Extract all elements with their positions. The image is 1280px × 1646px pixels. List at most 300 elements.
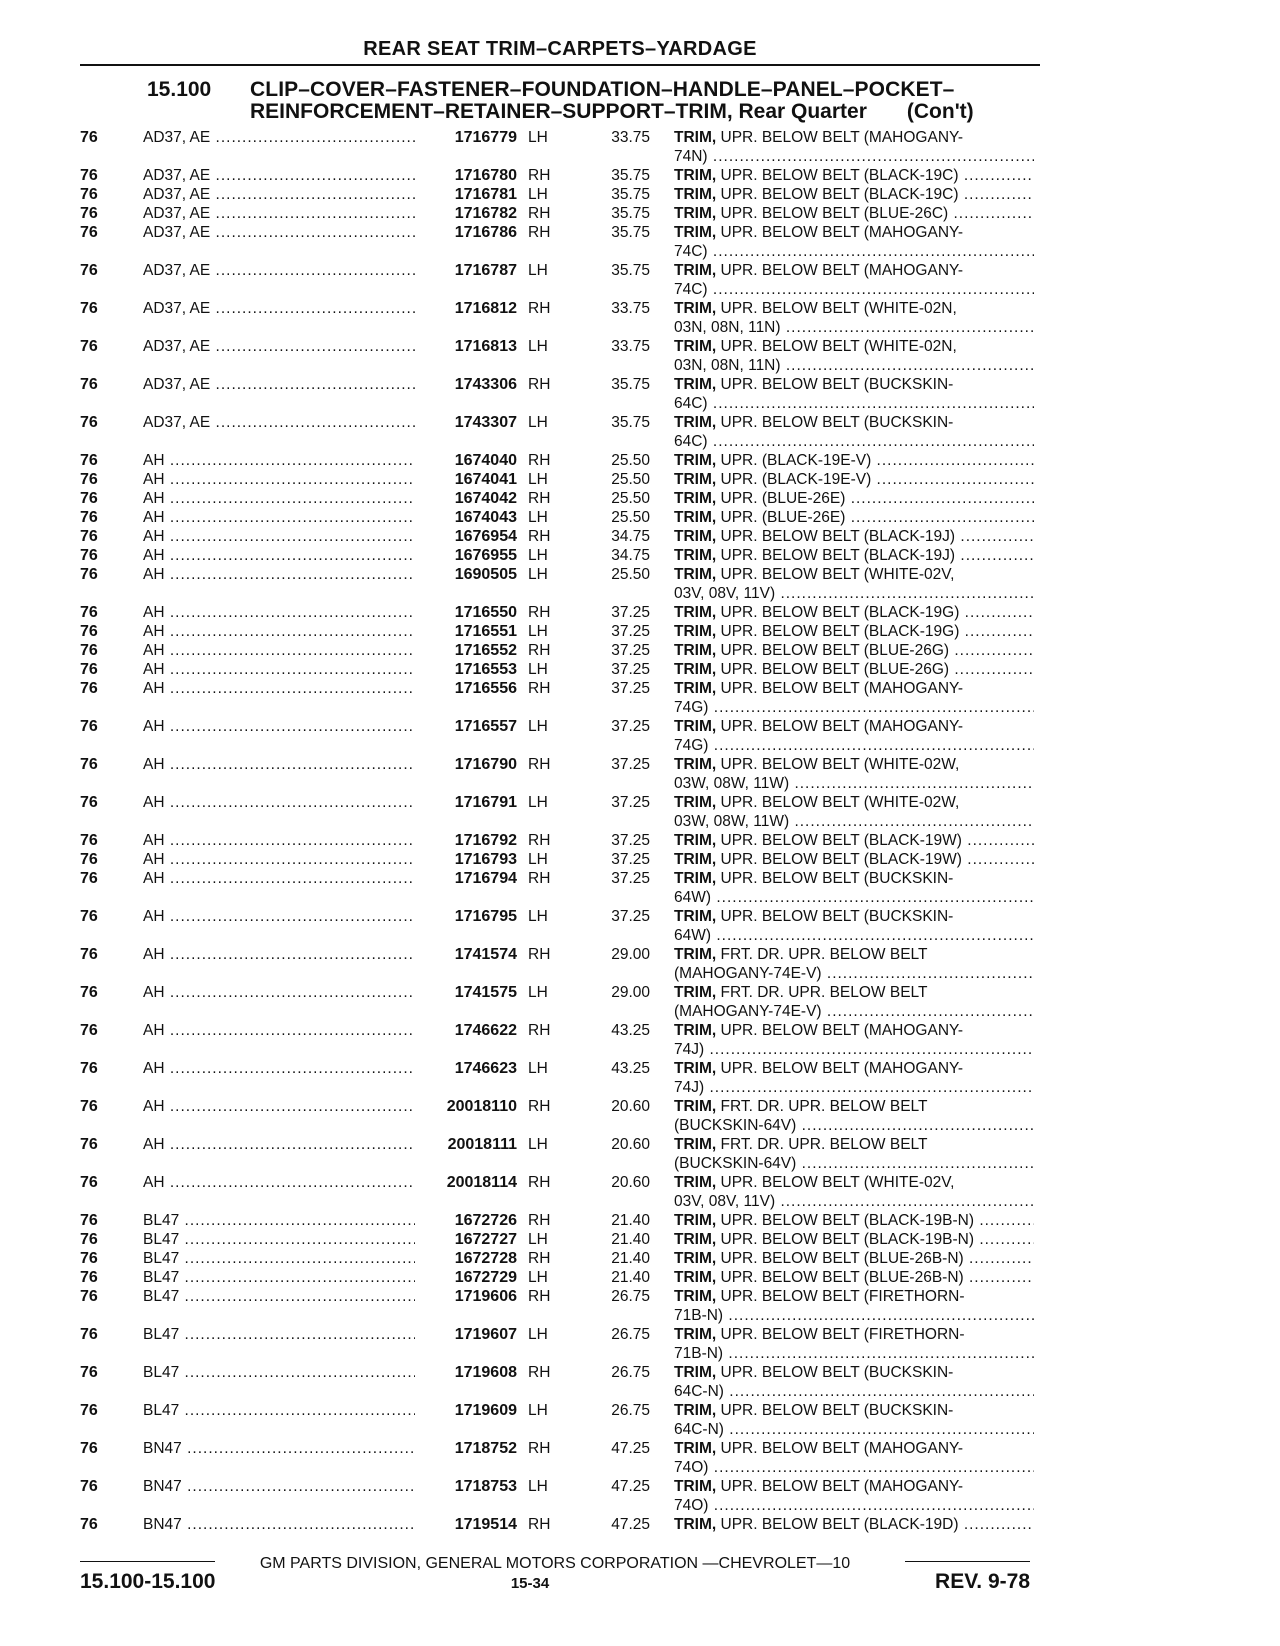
model-codes: AH ..... — [143, 527, 415, 546]
description-text: TRIM, UPR. BELOW BELT (FIRETHORN- — [674, 1288, 965, 1305]
group-number: 76 — [80, 756, 98, 773]
price: 35.75 — [611, 414, 650, 431]
description-text: TRIM, UPR. BELOW BELT (BLACK-19W) — [674, 832, 962, 849]
table-row — [0, 204, 1280, 223]
description — [674, 508, 1034, 527]
description-line — [674, 451, 1034, 470]
price: 21.40 — [611, 1231, 650, 1248]
description — [674, 1325, 1034, 1363]
side: LH — [528, 1060, 548, 1077]
description-line — [674, 432, 1034, 451]
group-number: 76 — [80, 1231, 98, 1248]
description-line — [674, 1040, 1034, 1059]
description — [674, 546, 1034, 565]
price: 21.40 — [611, 1212, 650, 1229]
part-number: 1672728 — [454, 1250, 517, 1267]
description — [674, 470, 1034, 489]
group-number: 76 — [80, 490, 98, 507]
side: RH — [528, 756, 551, 773]
description-keyword: TRIM, — [674, 547, 717, 564]
part-number: 1674041 — [454, 471, 517, 488]
description — [674, 128, 1034, 166]
description-line — [674, 1002, 1034, 1021]
description — [674, 185, 1034, 204]
description — [674, 489, 1034, 508]
description — [674, 1477, 1034, 1515]
price: 20.60 — [611, 1098, 650, 1115]
description-keyword: TRIM, — [674, 832, 717, 849]
description-text: TRIM, UPR. BELOW BELT (BLACK-19C) — [674, 167, 959, 184]
description-text: 64W) — [674, 889, 712, 906]
model-codes: AD37, AE ..... — [143, 337, 415, 356]
table-row — [0, 831, 1280, 850]
description-line — [674, 1477, 1034, 1496]
description — [674, 1135, 1034, 1173]
description-text: TRIM, UPR. BELOW BELT (BLUE-26B-N) — [674, 1269, 964, 1286]
side: LH — [528, 984, 548, 1001]
price: 35.75 — [611, 224, 650, 241]
description — [674, 337, 1034, 375]
description-line — [674, 1325, 1034, 1344]
description-keyword: TRIM, — [674, 794, 717, 811]
description-keyword: TRIM, — [674, 1231, 717, 1248]
part-number: 1716780 — [454, 167, 517, 184]
description-text: TRIM, UPR. (BLACK-19E-V) — [674, 471, 872, 488]
description-line — [674, 793, 1034, 812]
description-text: TRIM, UPR. (BLUE-26E) — [674, 509, 846, 526]
description-text: TRIM, UPR. BELOW BELT (BLACK-19W) — [674, 851, 962, 868]
side: LH — [528, 471, 548, 488]
side: LH — [528, 794, 548, 811]
part-number: 1719606 — [454, 1288, 517, 1305]
table-row — [0, 1515, 1280, 1534]
price: 37.25 — [611, 870, 650, 887]
group-number: 76 — [80, 794, 98, 811]
side: LH — [528, 262, 548, 279]
model-codes: BL47 ..... — [143, 1249, 415, 1268]
description-line — [674, 660, 1034, 679]
description — [674, 641, 1034, 660]
part-number: 20018111 — [447, 1136, 517, 1153]
footer-revision: REV. 9-78 — [935, 1570, 1030, 1593]
description-line — [674, 1401, 1034, 1420]
table-row — [0, 470, 1280, 489]
table-row — [0, 945, 1280, 983]
description-text: TRIM, UPR. BELOW BELT (MAHOGANY- — [674, 718, 964, 735]
group-number: 76 — [80, 205, 98, 222]
side: RH — [528, 1364, 551, 1381]
description-line — [674, 926, 1034, 945]
description-text: (MAHOGANY-74E-V) — [674, 965, 822, 982]
description — [674, 413, 1034, 451]
side: RH — [528, 642, 551, 659]
table-row — [0, 717, 1280, 755]
part-number: 1716553 — [454, 661, 517, 678]
description-line — [674, 755, 1034, 774]
description-keyword: TRIM, — [674, 908, 717, 925]
part-number: 1719607 — [454, 1326, 517, 1343]
description-line — [674, 698, 1034, 717]
description-line — [674, 147, 1034, 166]
description-keyword: TRIM, — [674, 509, 717, 526]
description-line — [674, 717, 1034, 736]
model-codes: AH ..... — [143, 546, 415, 565]
table-row — [0, 1135, 1280, 1173]
side: RH — [528, 528, 551, 545]
description-keyword: TRIM, — [674, 1250, 717, 1267]
side: RH — [528, 1098, 551, 1115]
side: LH — [528, 129, 548, 146]
description-text: 71B-N) — [674, 1345, 724, 1362]
model-codes: AD37, AE ..... — [143, 128, 415, 147]
description-text: TRIM, UPR. BELOW BELT (FIRETHORN- — [674, 1326, 965, 1343]
description — [674, 603, 1034, 622]
table-row — [0, 1287, 1280, 1325]
table-row — [0, 1363, 1280, 1401]
description-text: TRIM, UPR. BELOW BELT (MAHOGANY- — [674, 1060, 964, 1077]
model-codes: AH ..... — [143, 831, 415, 850]
price: 47.25 — [611, 1440, 650, 1457]
description — [674, 945, 1034, 983]
description-line — [674, 831, 1034, 850]
part-number: 1674042 — [454, 490, 517, 507]
description-line — [674, 204, 1034, 223]
description-line — [674, 394, 1034, 413]
description-text: TRIM, UPR. BELOW BELT (WHITE-02N, — [674, 338, 957, 355]
footer-publisher: GM PARTS DIVISION, GENERAL MOTORS CORPORATION —CHEVROLET—10 — [259, 1555, 851, 1572]
model-codes: AH ..... — [143, 1059, 415, 1078]
description-text: TRIM, UPR. BELOW BELT (BLACK-19C) — [674, 186, 959, 203]
side: LH — [528, 851, 548, 868]
table-row — [0, 508, 1280, 527]
description-line — [674, 983, 1034, 1002]
description-line — [674, 1135, 1034, 1154]
table-row — [0, 755, 1280, 793]
side: RH — [528, 205, 551, 222]
description-line — [674, 413, 1034, 432]
part-number: 1743306 — [454, 376, 517, 393]
description-text: 74G) — [674, 699, 709, 716]
description — [674, 1097, 1034, 1135]
description-text: 71B-N) — [674, 1307, 724, 1324]
model-codes: AH ..... — [143, 603, 415, 622]
description-line — [674, 1059, 1034, 1078]
description-keyword: TRIM, — [674, 1288, 717, 1305]
model-codes: AH ..... — [143, 850, 415, 869]
table-row — [0, 1249, 1280, 1268]
model-codes: AH ..... — [143, 793, 415, 812]
group-number: 76 — [80, 1402, 98, 1419]
model-codes: AH ..... — [143, 489, 415, 508]
description-keyword: TRIM, — [674, 490, 717, 507]
group-number: 76 — [80, 623, 98, 640]
description-keyword: TRIM, — [674, 262, 717, 279]
description-line — [674, 850, 1034, 869]
table-row — [0, 850, 1280, 869]
description-text: 64C-N) — [674, 1421, 724, 1438]
model-codes: AD37, AE ..... — [143, 413, 415, 432]
description-line — [674, 1154, 1034, 1173]
description-text: TRIM, UPR. BELOW BELT (WHITE-02V, — [674, 1174, 955, 1191]
side: RH — [528, 167, 551, 184]
description-text: TRIM, UPR. BELOW BELT (BLUE-26G) — [674, 661, 950, 678]
table-row — [0, 869, 1280, 907]
model-codes: AH ..... — [143, 508, 415, 527]
description-text: TRIM, UPR. BELOW BELT (BUCKSKIN- — [674, 1364, 954, 1381]
description-line — [674, 1439, 1034, 1458]
part-number: 1716794 — [454, 870, 517, 887]
description-line — [674, 128, 1034, 147]
part-number: 1741574 — [454, 946, 517, 963]
part-number: 1746623 — [454, 1060, 517, 1077]
description-keyword: TRIM, — [674, 756, 717, 773]
description-keyword: TRIM, — [674, 1364, 717, 1381]
side: RH — [528, 1174, 551, 1191]
price: 21.40 — [611, 1269, 650, 1286]
description-text: 03V, 08V, 11V) — [674, 585, 776, 602]
group-number: 76 — [80, 1136, 98, 1153]
table-row — [0, 641, 1280, 660]
header-rule — [80, 64, 1040, 66]
description-line — [674, 185, 1034, 204]
description-line — [674, 1097, 1034, 1116]
table-row — [0, 185, 1280, 204]
description-line — [674, 1021, 1034, 1040]
description — [674, 204, 1034, 223]
side: LH — [528, 338, 548, 355]
description — [674, 983, 1034, 1021]
side: RH — [528, 1288, 551, 1305]
side: LH — [528, 414, 548, 431]
description-line — [674, 1268, 1034, 1287]
part-number: 1716813 — [454, 338, 517, 355]
description-text: 64C) — [674, 395, 708, 412]
part-number: 1716790 — [454, 756, 517, 773]
section-title-line2 — [250, 100, 974, 124]
part-number: 1716557 — [454, 718, 517, 735]
model-codes: AD37, AE ..... — [143, 223, 415, 242]
description-text: TRIM, UPR. BELOW BELT (BLACK-19B-N) — [674, 1212, 975, 1229]
side: RH — [528, 1022, 551, 1039]
description-line — [674, 869, 1034, 888]
description-text: 03N, 08N, 11N) — [674, 357, 781, 374]
model-codes: AH ..... — [143, 1021, 415, 1040]
description-text: 03W, 08W, 11W) — [674, 813, 790, 830]
part-number: 1672726 — [454, 1212, 517, 1229]
group-number: 76 — [80, 452, 98, 469]
description — [674, 622, 1034, 641]
description — [674, 1287, 1034, 1325]
table-row — [0, 1401, 1280, 1439]
part-number: 1716792 — [454, 832, 517, 849]
group-number: 76 — [80, 129, 98, 146]
price: 37.25 — [611, 661, 650, 678]
side: LH — [528, 661, 548, 678]
description-line — [674, 280, 1034, 299]
group-number: 76 — [80, 870, 98, 887]
description-keyword: TRIM, — [674, 528, 717, 545]
description — [674, 755, 1034, 793]
table-row — [0, 299, 1280, 337]
group-number: 76 — [80, 376, 98, 393]
table-row — [0, 983, 1280, 1021]
part-number: 1672729 — [454, 1269, 517, 1286]
description-line — [674, 1382, 1034, 1401]
description-text: (BUCKSKIN-64V) — [674, 1117, 797, 1134]
model-codes: BN47 ..... — [143, 1439, 415, 1458]
side: LH — [528, 718, 548, 735]
group-number: 76 — [80, 471, 98, 488]
description-text: TRIM, UPR. (BLUE-26E) — [674, 490, 846, 507]
price: 20.60 — [611, 1136, 650, 1153]
description-keyword: TRIM, — [674, 1022, 717, 1039]
price: 47.25 — [611, 1478, 650, 1495]
model-codes: AD37, AE ..... — [143, 299, 415, 318]
side: RH — [528, 1516, 551, 1533]
table-row — [0, 223, 1280, 261]
model-codes: AH ..... — [143, 641, 415, 660]
description-keyword: TRIM, — [674, 946, 717, 963]
side: LH — [528, 1326, 548, 1343]
description-keyword: TRIM, — [674, 471, 717, 488]
description-line — [674, 603, 1034, 622]
price: 25.50 — [611, 566, 650, 583]
description-keyword: TRIM, — [674, 604, 717, 621]
model-codes: AH ..... — [143, 869, 415, 888]
description-text: TRIM, UPR. BELOW BELT (MAHOGANY- — [674, 1022, 964, 1039]
part-number: 1716787 — [454, 262, 517, 279]
part-number: 1674043 — [454, 509, 517, 526]
description-keyword: TRIM, — [674, 338, 717, 355]
description-text: TRIM, UPR. BELOW BELT (BLACK-19G) — [674, 604, 960, 621]
description-line — [674, 1496, 1034, 1515]
group-number: 76 — [80, 661, 98, 678]
price: 25.50 — [611, 509, 650, 526]
description-text: TRIM, UPR. (BLACK-19E-V) — [674, 452, 872, 469]
price: 37.25 — [611, 908, 650, 925]
side: LH — [528, 1231, 548, 1248]
price: 47.25 — [611, 1516, 650, 1533]
group-number: 76 — [80, 1060, 98, 1077]
table-row — [0, 337, 1280, 375]
price: 26.75 — [611, 1326, 650, 1343]
price: 37.25 — [611, 851, 650, 868]
price: 20.60 — [611, 1174, 650, 1191]
description-keyword: TRIM, — [674, 129, 717, 146]
part-number: 1719609 — [454, 1402, 517, 1419]
table-row — [0, 1211, 1280, 1230]
description-line — [674, 1287, 1034, 1306]
description-line — [674, 945, 1034, 964]
price: 26.75 — [611, 1288, 650, 1305]
part-number: 1719608 — [454, 1364, 517, 1381]
footer-section-range: 15.100-15.100 — [80, 1570, 216, 1593]
description — [674, 1401, 1034, 1439]
model-codes: AH ..... — [143, 907, 415, 926]
description-text: (MAHOGANY-74E-V) — [674, 1003, 822, 1020]
description-text: 64C) — [674, 433, 708, 450]
description-text: 74J) — [674, 1041, 705, 1058]
group-number: 76 — [80, 167, 98, 184]
model-codes: AH ..... — [143, 755, 415, 774]
model-codes: BN47 ..... — [143, 1515, 415, 1534]
description-text: 74O) — [674, 1459, 709, 1476]
price: 37.25 — [611, 756, 650, 773]
description-line — [674, 1515, 1034, 1534]
group-number: 76 — [80, 262, 98, 279]
description-text: TRIM, UPR. BELOW BELT (BLUE-26G) — [674, 642, 950, 659]
group-number: 76 — [80, 414, 98, 431]
description-text: TRIM, UPR. BELOW BELT (MAHOGANY- — [674, 680, 964, 697]
model-codes: BL47 ..... — [143, 1363, 415, 1382]
price: 21.40 — [611, 1250, 650, 1267]
description-text: TRIM, UPR. BELOW BELT (MAHOGANY- — [674, 224, 964, 241]
description-line — [674, 1306, 1034, 1325]
description-keyword: TRIM, — [674, 414, 717, 431]
group-number: 76 — [80, 1478, 98, 1495]
table-row — [0, 1059, 1280, 1097]
part-number: 1716552 — [454, 642, 517, 659]
description-keyword: TRIM, — [674, 186, 717, 203]
group-number: 76 — [80, 851, 98, 868]
description — [674, 527, 1034, 546]
group-number: 76 — [80, 642, 98, 659]
part-number: 1716791 — [454, 794, 517, 811]
description-text: TRIM, UPR. BELOW BELT (BLACK-19G) — [674, 623, 960, 640]
description-text: TRIM, UPR. BELOW BELT (BUCKSKIN- — [674, 870, 954, 887]
description-text: TRIM, UPR. BELOW BELT (BLACK-19D) — [674, 1516, 959, 1533]
table-row — [0, 679, 1280, 717]
section-continued: (Con't) — [906, 100, 974, 123]
description-keyword: TRIM, — [674, 1478, 717, 1495]
group-number: 76 — [80, 528, 98, 545]
price: 37.25 — [611, 642, 650, 659]
description-keyword: TRIM, — [674, 1269, 717, 1286]
description — [674, 1515, 1034, 1534]
price: 35.75 — [611, 167, 650, 184]
part-number: 1716779 — [454, 129, 517, 146]
description-keyword: TRIM, — [674, 870, 717, 887]
description — [674, 375, 1034, 413]
description-keyword: TRIM, — [674, 376, 717, 393]
description-keyword: TRIM, — [674, 984, 717, 1001]
description-text: TRIM, UPR. BELOW BELT (MAHOGANY- — [674, 1440, 964, 1457]
price: 26.75 — [611, 1402, 650, 1419]
description-text: TRIM, UPR. BELOW BELT (BUCKSKIN- — [674, 1402, 954, 1419]
description-keyword: TRIM, — [674, 1402, 717, 1419]
table-row — [0, 1268, 1280, 1287]
price: 35.75 — [611, 186, 650, 203]
side: RH — [528, 490, 551, 507]
model-codes: BL47 ..... — [143, 1230, 415, 1249]
parts-table — [0, 128, 1280, 1534]
description-keyword: TRIM, — [674, 300, 717, 317]
table-row — [0, 622, 1280, 641]
description — [674, 1230, 1034, 1249]
description-line — [674, 242, 1034, 261]
description-keyword: TRIM, — [674, 1212, 717, 1229]
description-keyword: TRIM, — [674, 1516, 717, 1533]
table-row — [0, 660, 1280, 679]
table-row — [0, 375, 1280, 413]
description-line — [674, 622, 1034, 641]
description — [674, 1268, 1034, 1287]
description — [674, 1439, 1034, 1477]
price: 25.50 — [611, 471, 650, 488]
description-text: TRIM, UPR. BELOW BELT (BLACK-19J) — [674, 547, 956, 564]
description — [674, 223, 1034, 261]
description-text: TRIM, UPR. BELOW BELT (WHITE-02W, — [674, 794, 960, 811]
